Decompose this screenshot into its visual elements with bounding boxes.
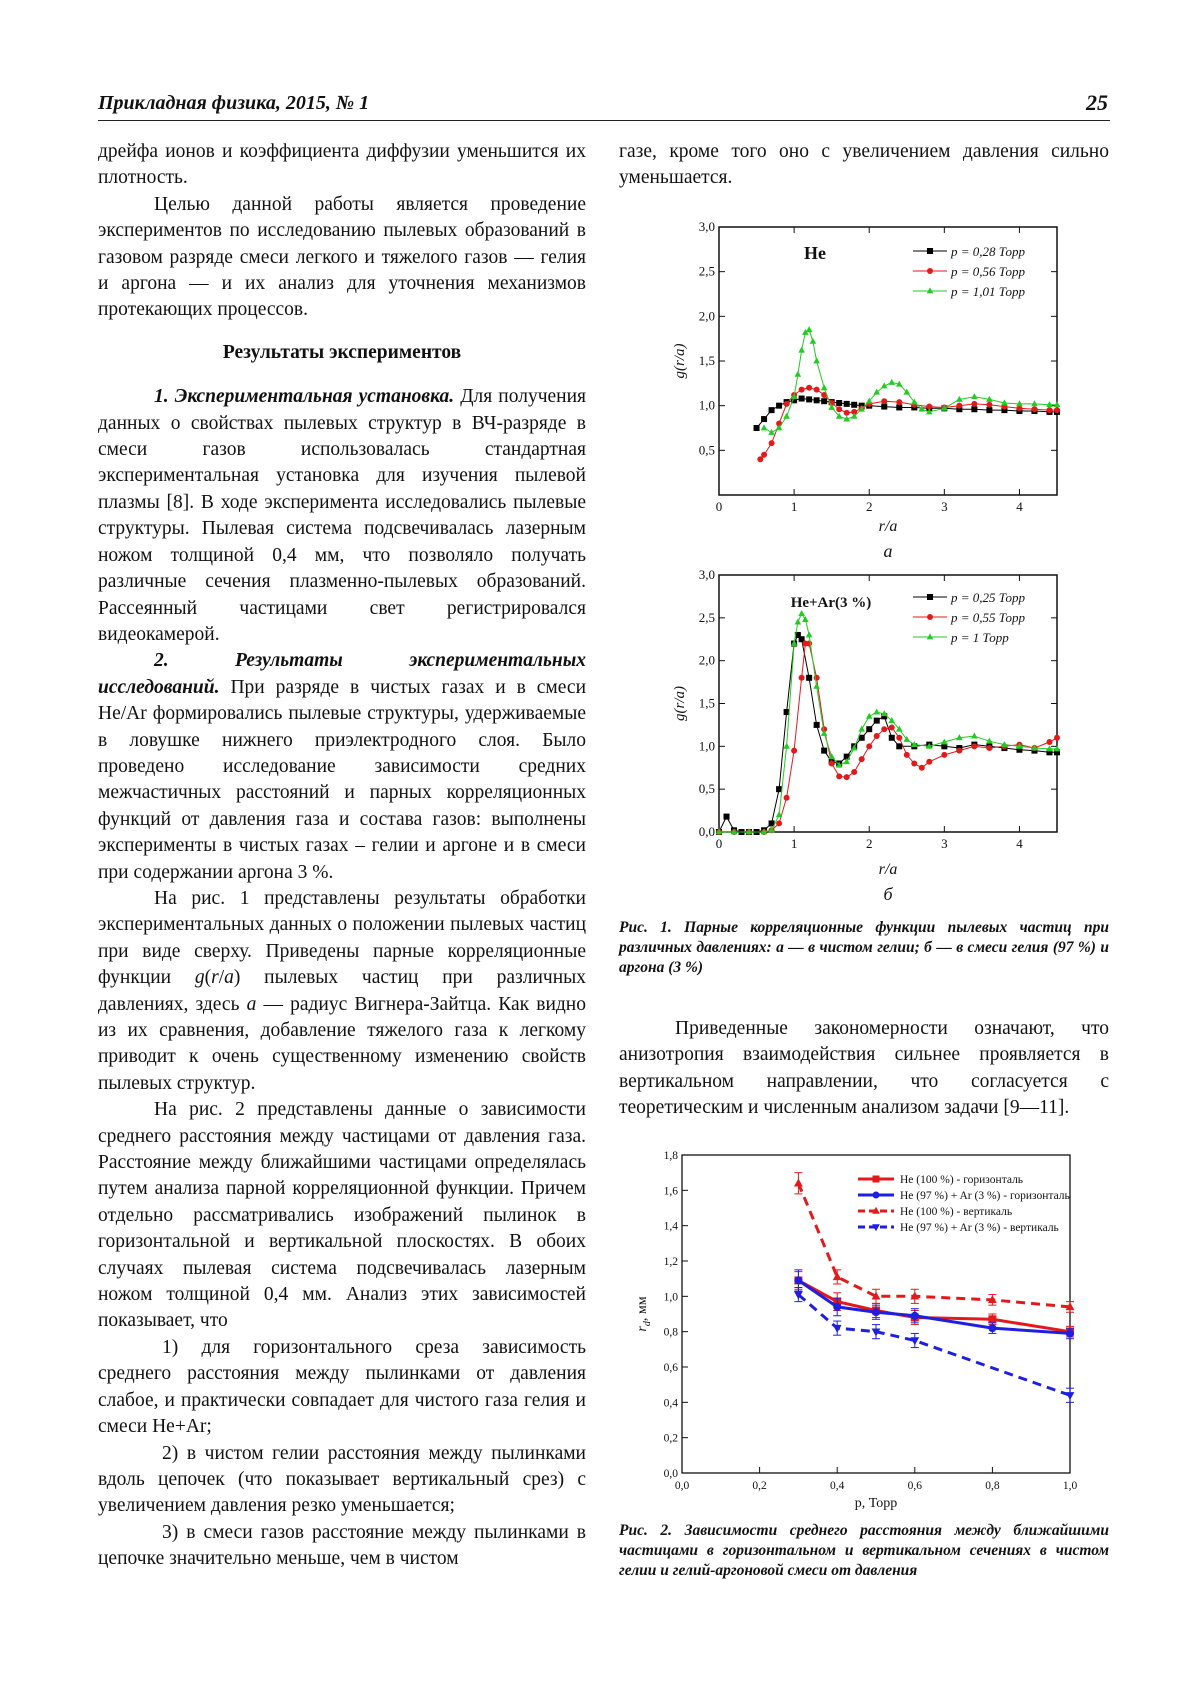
y-tick-label: 0,8 xyxy=(663,1326,678,1339)
data-point xyxy=(911,1312,919,1320)
x-tick-label: 3 xyxy=(941,836,948,851)
y-axis-label-main: r xyxy=(635,1326,650,1332)
y-tick-label: 1,2 xyxy=(663,1256,678,1268)
x-tick-label: 0 xyxy=(715,836,723,851)
x-tick-label: 0,4 xyxy=(830,1480,845,1492)
list-item-2: 2) в чистом гелии расстояния между пылинками вдоль цепочек (что показывает вертикальный срез) с увеличением давления резко уменьшается; xyxy=(98,1442,586,1517)
y-tick-label: 1,5 xyxy=(698,695,715,711)
x-tick-label: 0,8 xyxy=(985,1480,1000,1492)
panel-label: He+Ar(3 %) xyxy=(790,595,872,611)
x-tick-label: 3 xyxy=(941,499,948,514)
figure-1-label: Рис. 1. xyxy=(619,919,672,936)
legend-label: p = 1,01 Торр xyxy=(951,284,1026,299)
paragraph-fig2-ref: На рис. 2 представлены данные о зависимости среднего расстояния между частицами от давления газа. Расстояние между ближайшими частицами определялась путем анализа парной корреляционной функции. Причем отдельно рассматривались изображений пылинок в горизонтальной и вертикальной плоскостях. В обоих случаях пылевая система подсвечивалась лазерным ножом толщиной 0,4 мм. Анализ этих зависимостей показывает, что xyxy=(98,1099,586,1332)
y-axis-label xyxy=(635,1296,653,1331)
legend-label: p = 1 Торр xyxy=(951,630,1009,645)
x-tick-label: 4 xyxy=(1016,499,1023,514)
x-tick-label: 0,2 xyxy=(752,1480,767,1492)
x-tick-label: 0 xyxy=(715,499,723,514)
x-axis-label: r/a xyxy=(878,861,898,878)
figure-1-caption-text: Парные корреляционные функции пылевых частиц при различных давлениях: а — в чистом гелии; б — в смеси гелия (97 %) и аргона (3 %) xyxy=(619,919,1110,976)
x-tick-label: 1,0 xyxy=(1062,1480,1078,1492)
subsection-title-results: 2. Результаты экспериментальных исследований. xyxy=(98,650,586,698)
paragraph-goal: Целью данной работы является проведение экспериментов по исследованию пылевых образований в газовом разряде смеси легкого и тяжелого газов — гелия и аргона — и их анализ для уточнения механизмов протекающих процессов. xyxy=(98,193,586,321)
y-tick-label: 0,5 xyxy=(698,442,715,458)
section-heading: Результаты экспериментов xyxy=(222,341,462,363)
legend-marker xyxy=(873,1176,880,1183)
x-tick-label: 0,6 xyxy=(907,1480,922,1492)
subsection-title-setup: 1. Экспериментальная установка. xyxy=(154,386,455,408)
data-point xyxy=(833,1325,842,1333)
fig1-ref-text-2: ) пылевых частиц при различных давлениях, здесь xyxy=(98,967,586,1015)
y-tick-label: 1,0 xyxy=(698,738,715,754)
data-point xyxy=(988,1315,996,1323)
y-tick-label: 0,0 xyxy=(663,1468,678,1480)
y-tick-label: 0,2 xyxy=(663,1432,678,1445)
paren-open: ( xyxy=(204,967,212,989)
a-symbol-2: a xyxy=(246,993,257,1015)
y-tick-label: 2,0 xyxy=(698,652,715,668)
legend-label: He (100 %) - горизонталь xyxy=(900,1174,1024,1186)
panel-letter: б xyxy=(883,884,893,904)
fig1-ref-text-1: На рис. 1 представлены результаты обработки экспериментальных данных о положении пылевых частиц при виде сверху. Приведены парные корреляционные функции xyxy=(98,887,586,989)
data-point xyxy=(872,1308,880,1316)
list-item-1: 1) для горизонтального среза зависимость среднего расстояния между пылинками от давления слабое, и практически совпадает для чистого газа гелия и смеси He+Ar; xyxy=(98,1336,586,1438)
x-axis-label: r/a xyxy=(878,518,898,535)
figure-2-label: Рис. 2. xyxy=(619,1522,673,1539)
data-point xyxy=(988,1324,996,1332)
journal-title: Прикладная физика, 2015, № 1 xyxy=(98,92,370,114)
y-tick-label: 1,0 xyxy=(698,397,715,413)
fig1-ref-text-3: — радиус Вигнера-Зайтца. Как видно из их сравнения, добавление тяжелого газа к легкому приводит к очень существенному изменению свойств пылевых структур. xyxy=(98,993,586,1094)
data-point xyxy=(794,1276,802,1284)
results-text: При разряде в чистых газах и в смеси He/Ar формировались пылевые структуры, удерживаемые в ловушке нижнего приэлектродного слоя. Было проведено исследование зависимости средних межчастичных расстояний и парных корреляционных функций от давления газа и состава газов: выполнены эксперименты в чистых газах – гелии и аргоне и в смеси при содержании аргона 3 %. xyxy=(98,676,586,883)
y-tick-label: 0,6 xyxy=(663,1362,678,1374)
x-tick-label: 1 xyxy=(790,499,798,514)
y-tick-label: 2,5 xyxy=(698,263,715,279)
x-tick-label: 4 xyxy=(1016,836,1023,851)
page-number: 25 xyxy=(1086,90,1108,115)
x-tick-label: 0,0 xyxy=(674,1480,690,1492)
figure-2-caption xyxy=(619,1521,1109,1581)
panel-letter: а xyxy=(883,541,893,561)
g-symbol: g xyxy=(194,967,205,989)
legend-marker xyxy=(873,1192,880,1199)
y-axis-label: g(r/a) xyxy=(672,343,688,379)
y-axis-label-sub: d xyxy=(642,1321,653,1327)
legend-label: He (100 %) - вертикаль xyxy=(900,1206,1013,1218)
panel-label: He xyxy=(804,243,826,263)
r-symbol: r xyxy=(211,967,219,989)
y-tick-label: 3,0 xyxy=(698,567,715,582)
paragraph-intro-end: дрейфа ионов и коэффициента диффузии уменьшится их плотность. xyxy=(98,141,586,189)
x-tick-label: 2 xyxy=(865,499,873,514)
y-tick-label: 3,0 xyxy=(698,219,715,234)
y-tick-label: 0,4 xyxy=(663,1397,678,1410)
y-tick-label: 1,6 xyxy=(663,1185,678,1198)
figure-2-caption-text: Зависимости среднего расстояния между ближайшими частицами в горизонтальном и вертикальном сечениях в чистом гелии и гелий-аргоновой смеси от давления xyxy=(619,1522,1109,1579)
list-item-3: 3) в смеси газов расстояние между пылинками в цепочке значительно меньше, чем в чистом xyxy=(98,1521,586,1570)
y-tick-label: 1,8 xyxy=(663,1150,678,1162)
x-tick-label: 1 xyxy=(790,836,798,851)
a-symbol: a xyxy=(224,967,234,989)
x-tick-label: 2 xyxy=(865,836,873,851)
y-tick-label: 0,5 xyxy=(698,781,715,797)
paragraph-continued: газе, кроме того оно с увеличением давления сильно уменьшается. xyxy=(619,141,1109,189)
y-tick-label: 2,0 xyxy=(698,308,715,324)
data-point xyxy=(794,1178,803,1186)
y-tick-label: 1,0 xyxy=(663,1291,678,1304)
x-axis-label: p, Торр xyxy=(854,1496,898,1511)
legend-label: p = 0,28 Торр xyxy=(951,244,1026,259)
legend-label: He (97 %) + Ar (3 %) - вертикаль xyxy=(900,1222,1059,1234)
legend-label: p = 0,56 Торр xyxy=(951,264,1026,279)
y-axis-label: g(r/a) xyxy=(672,686,688,721)
legend-label: He (97 %) + Ar (3 %) - горизонталь xyxy=(900,1190,1070,1202)
y-axis-label-unit: , мм xyxy=(635,1296,650,1322)
y-tick-label: 1,5 xyxy=(698,353,715,368)
legend-label: p = 0,55 Торр xyxy=(951,610,1026,625)
y-tick-label: 1,4 xyxy=(663,1220,678,1233)
data-point xyxy=(1066,1329,1074,1337)
y-tick-label: 2,5 xyxy=(698,609,715,625)
y-tick-label: 0,0 xyxy=(698,824,715,839)
slash: / xyxy=(218,967,225,989)
setup-text: Для получения данных о свойствах пылевых структур в ВЧ-разряде в смеси газов использовалась стандартная экспериментальная установка для изучения пылевой плазмы [8]. В ходе эксперимента исследовались пылевые структуры. Пылевая система подсвечивалась лазерным ножом толщиной 0,4 мм, что позволяло получать различные сечения плазменно-пылевых образований. Рассеянный частицами свет регистрировался видеокамерой. xyxy=(98,386,587,645)
data-point xyxy=(833,1303,841,1311)
legend-label: p = 0,25 Торр xyxy=(951,590,1026,605)
paragraph-conclusion: Приведенные закономерности означают, что анизотропия взаимодействия сильнее проявляется в вертикальном направлении, что согласуется с теоретическим и численным анализом задачи [9—11]. xyxy=(619,1018,1109,1119)
data-point xyxy=(1066,1392,1075,1400)
